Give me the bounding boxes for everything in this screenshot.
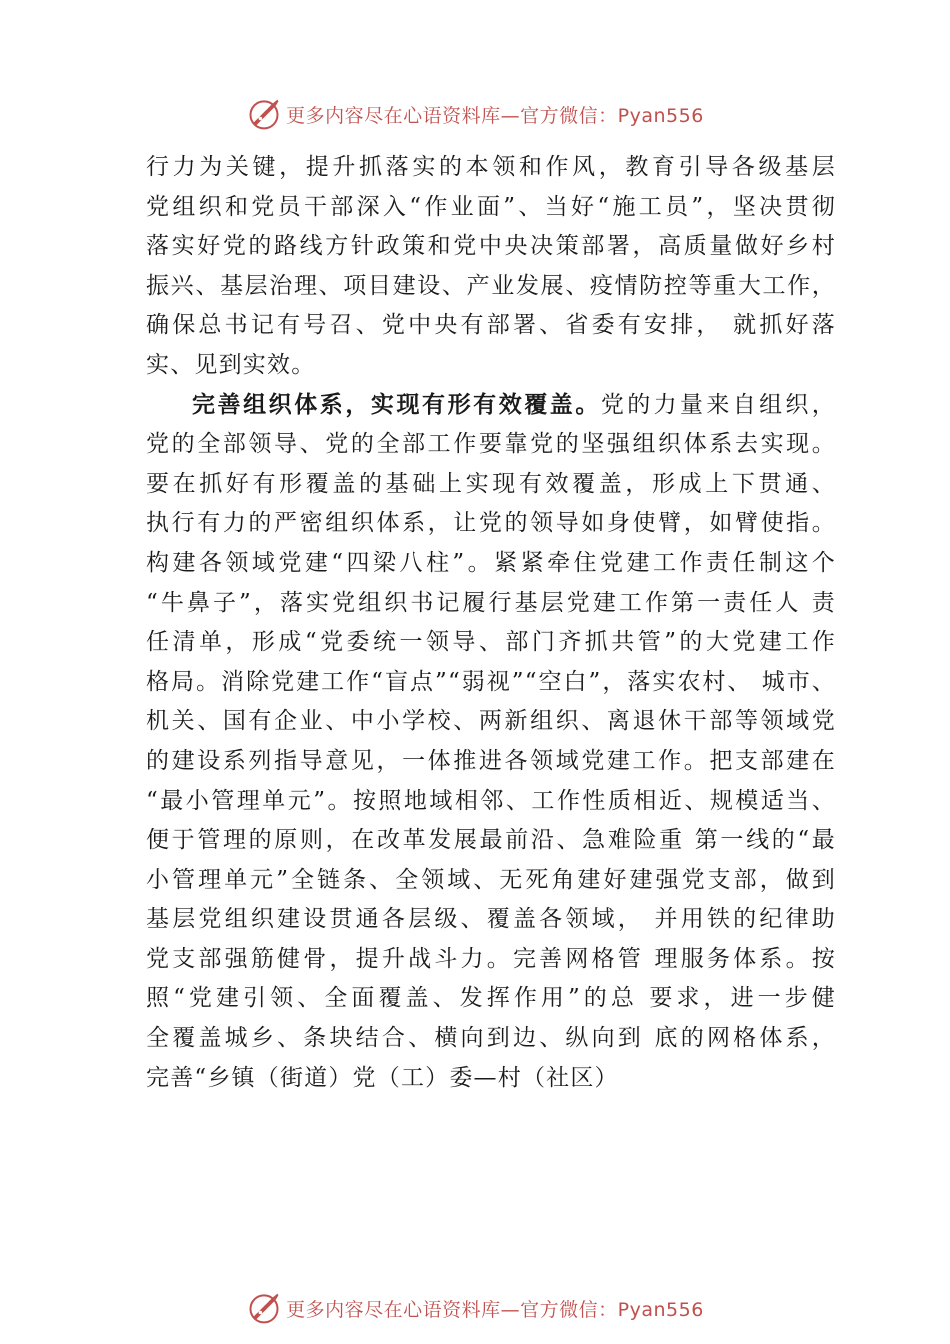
text-line: 党组织和党员干部深入“作业面”、当好“施工员”，坚决贯彻 bbox=[146, 193, 836, 220]
text-line: 机关、国有企业、中小学校、两新组织、离退休干部等领域党 bbox=[146, 708, 836, 735]
footer-brand-text: 更多内容尽在心语资料库 bbox=[286, 1298, 501, 1321]
text-line: 行力为关键，提升抓落实的本领和作风，教育引导各级基层 bbox=[146, 154, 836, 180]
pen-nib-logo-icon bbox=[246, 1290, 282, 1326]
footer-banner bbox=[0, 1288, 950, 1328]
text-line: “牛鼻子”，落实党组织书记履行基层党建工作第一责任人 责 bbox=[146, 589, 836, 616]
text-line: 落实好党的路线方针政策和党中央决策部署，高质量做好乡村 bbox=[146, 233, 836, 260]
footer-contact-text: —官方微信：Pyan556 bbox=[500, 1298, 704, 1321]
text-line: 便于管理的原则，在改革发展最前沿、急难险重 第一线的“最 bbox=[146, 827, 836, 854]
paragraph-2 bbox=[146, 386, 836, 1099]
text-line: 完善“乡镇（街道）党（工）委—村（社区） bbox=[146, 1064, 619, 1091]
text-line: 党的全部领导、党的全部工作要靠党的坚强组织体系去实现。 bbox=[146, 431, 836, 458]
text-line: 全覆盖城乡、条块结合、横向到边、纵向到 底的网格体系， bbox=[146, 1025, 836, 1052]
text-line: 的建设系列指导意见，一体推进各领域党建工作。把支部建在 bbox=[146, 747, 836, 774]
paragraph-2-first-line bbox=[146, 386, 836, 426]
pen-nib-logo-icon bbox=[246, 96, 282, 132]
text-line: 格局。消除党建工作“盲点”“弱视”“空白”，落实农村、 城市、 bbox=[146, 668, 836, 695]
text-line: “最小管理单元”。按照地域相邻、工作性质相近、规模适当、 bbox=[146, 787, 836, 814]
header-contact-text: —官方微信：Pyan556 bbox=[500, 104, 704, 127]
text-line: 构建各领域党建“四梁八柱”。紧紧牵住党建工作责任制这个 bbox=[146, 549, 836, 576]
section-heading: 完善组织体系，实现有形有效覆盖。 bbox=[192, 391, 601, 418]
header-banner bbox=[0, 94, 950, 134]
document-body bbox=[146, 148, 836, 1098]
text-line: 振兴、基层治理、项目建设、产业发展、疫情防控等重大工作， bbox=[146, 272, 836, 299]
text-line: 要在抓好有形覆盖的基础上实现有效覆盖，形成上下贯通、 bbox=[146, 470, 836, 497]
text-line: 执行有力的严密组织体系，让党的领导如身使臂，如臂使指。 bbox=[146, 510, 836, 537]
text-line: 任清单，形成“党委统一领导、部门齐抓共管”的大党建工作 bbox=[146, 629, 836, 656]
text-line: 确保总书记有号召、党中央有部署、省委有安排， 就抓好落 bbox=[146, 312, 836, 339]
text-line: 基层党组织建设贯通各层级、覆盖各领域， 并用铁的纪律助 bbox=[146, 906, 836, 933]
text-run: 党的力量来自组织， bbox=[600, 391, 836, 418]
text-line: 实、见到实效。 bbox=[146, 351, 316, 378]
text-line: 党支部强筋健骨，提升战斗力。完善网格管 理服务体系。按 bbox=[146, 945, 836, 972]
header-brand-text: 更多内容尽在心语资料库 bbox=[286, 104, 501, 127]
paragraph-1 bbox=[146, 148, 836, 386]
text-line: 小管理单元”全链条、全领域、无死角建好建强党支部，做到 bbox=[146, 866, 836, 893]
text-line: 照“党建引领、全面覆盖、发挥作用”的总 要求，进一步健 bbox=[146, 985, 836, 1012]
